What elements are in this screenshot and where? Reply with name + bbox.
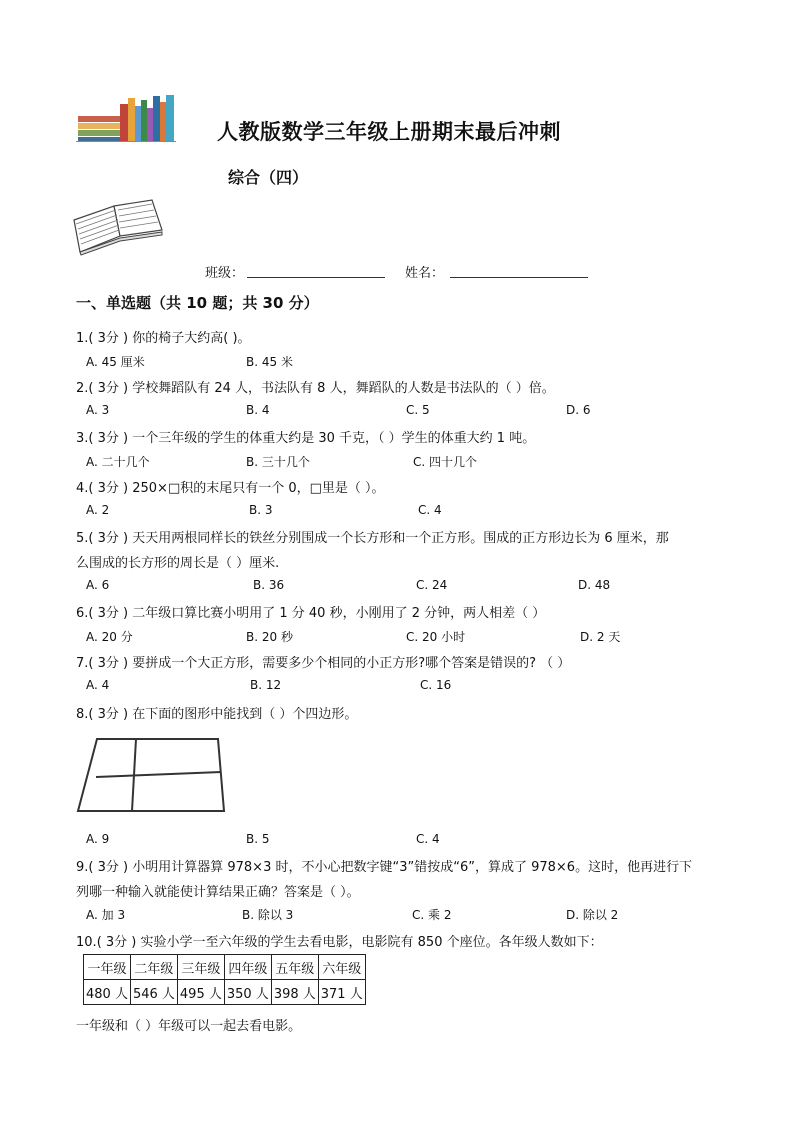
question-9 xyxy=(76,856,692,875)
name-field[interactable] xyxy=(450,277,588,278)
books-icon xyxy=(76,94,176,142)
question-score: ( 3分 ) xyxy=(88,431,129,446)
question-3 xyxy=(76,427,535,446)
question-text: 学校舞蹈队有 24 人，书法队有 8 人，舞蹈队的人数是书法队的（ ）倍。 xyxy=(132,381,555,396)
question-text: 天天用两根同样长的铁丝分别围成一个长方形和一个正方形。围成的正方形边长为 6 厘米，那 xyxy=(132,531,669,546)
question-score: ( 3分 ) xyxy=(88,656,129,671)
question-4 xyxy=(76,477,385,496)
question-score: ( 3分 ) xyxy=(96,935,137,950)
question-text: 一个三年级的学生的体重大约是 30 千克，（ ）学生的体重大约 1 吨。 xyxy=(132,431,536,446)
option-a[interactable]: A. 9 xyxy=(86,832,110,846)
table-cell: 350 人 xyxy=(224,980,271,1005)
question-number: 3. xyxy=(76,431,89,446)
option-b[interactable]: B. 5 xyxy=(246,832,270,846)
table-header-cell: 五年级 xyxy=(271,955,318,980)
option-c[interactable]: C. 4 xyxy=(418,503,442,517)
page-title: 人教版数学三年级上册期末最后冲刺 xyxy=(217,119,561,144)
open-book-icon xyxy=(70,196,166,258)
question-8 xyxy=(76,703,357,722)
table-header-cell: 六年级 xyxy=(318,955,365,980)
option-a[interactable]: A. 加 3 xyxy=(86,908,126,922)
table-cell: 546 人 xyxy=(130,980,177,1005)
question-text: 250×□积的末尾只有一个 0，□里是（ ）。 xyxy=(132,481,385,496)
option-b[interactable]: B. 45 米 xyxy=(246,355,293,369)
question-score: ( 3分 ) xyxy=(88,331,129,346)
question-number: 8. xyxy=(76,707,89,722)
question-7 xyxy=(76,652,570,671)
option-b[interactable]: B. 20 秒 xyxy=(246,630,293,644)
option-b[interactable]: B. 三十几个 xyxy=(246,455,310,469)
question-number: 10. xyxy=(76,935,97,950)
question-number: 2. xyxy=(76,381,89,396)
section-title: 一、单选题（共 10 题；共 30 分） xyxy=(76,294,319,312)
question-number: 4. xyxy=(76,481,89,496)
table-header-cell: 三年级 xyxy=(177,955,224,980)
question-text: 在下面的图形中能找到（ ）个四边形。 xyxy=(132,707,358,722)
option-c[interactable]: C. 16 xyxy=(420,678,452,692)
question-text: 实验小学一至六年级的学生去看电影，电影院有 850 个座位。各年级人数如下： xyxy=(140,935,603,950)
question-number: 9. xyxy=(76,860,89,875)
table-header-cell: 二年级 xyxy=(130,955,177,980)
option-b[interactable]: B. 12 xyxy=(250,678,282,692)
question-5 xyxy=(76,527,669,546)
question-score: ( 3分 ) xyxy=(88,606,129,621)
class-field[interactable] xyxy=(247,277,385,278)
option-a[interactable]: A. 20 分 xyxy=(86,630,133,644)
option-b[interactable]: B. 3 xyxy=(249,503,273,517)
option-a[interactable]: A. 45 厘米 xyxy=(86,355,145,369)
option-b[interactable]: B. 4 xyxy=(246,403,270,417)
option-a[interactable]: A. 4 xyxy=(86,678,110,692)
question-10 xyxy=(76,931,603,950)
option-a[interactable]: A. 6 xyxy=(86,578,110,592)
table-header-cell: 一年级 xyxy=(84,955,131,980)
question-text-continued: 列哪一种输入就能使计算结果正确？答案是（ ）。 xyxy=(76,885,360,900)
question-text-continued: 么围成的长方形的周长是（ ）厘米. xyxy=(76,556,280,571)
grade-table xyxy=(83,954,366,1005)
table-cell: 480 人 xyxy=(84,980,131,1005)
question-text: 你的椅子大约高( )。 xyxy=(132,331,251,346)
option-d[interactable]: D. 2 天 xyxy=(580,630,621,644)
question-6 xyxy=(76,602,545,621)
table-cell: 398 人 xyxy=(271,980,318,1005)
question-number: 5. xyxy=(76,531,89,546)
option-d[interactable]: D. 6 xyxy=(566,403,591,417)
question-score: ( 3分 ) xyxy=(88,381,129,396)
table-cell: 495 人 xyxy=(177,980,224,1005)
option-c[interactable]: C. 四十几个 xyxy=(413,455,478,469)
option-a[interactable]: A. 2 xyxy=(86,503,110,517)
question-number: 1. xyxy=(76,331,89,346)
question-score: ( 3分 ) xyxy=(88,481,129,496)
question-score: ( 3分 ) xyxy=(88,707,129,722)
option-d[interactable]: D. 除以 2 xyxy=(566,908,619,922)
name-label: 姓名： xyxy=(405,266,445,281)
class-label: 班级： xyxy=(205,266,245,281)
option-c[interactable]: C. 乘 2 xyxy=(412,908,452,922)
option-a[interactable]: A. 二十几个 xyxy=(86,455,150,469)
table-row xyxy=(84,980,366,1005)
option-c[interactable]: C. 5 xyxy=(406,403,430,417)
option-c[interactable]: C. 24 xyxy=(416,578,448,592)
question-number: 6. xyxy=(76,606,89,621)
option-c[interactable]: C. 4 xyxy=(416,832,440,846)
quadrilateral-figure xyxy=(74,732,234,814)
table-cell: 371 人 xyxy=(318,980,365,1005)
option-a[interactable]: A. 3 xyxy=(86,403,110,417)
option-d[interactable]: D. 48 xyxy=(578,578,611,592)
question-score: ( 3分 ) xyxy=(88,531,129,546)
option-b[interactable]: B. 36 xyxy=(253,578,285,592)
option-b[interactable]: B. 除以 3 xyxy=(242,908,294,922)
question-text-continued: 一年级和（ ）年级可以一起去看电影。 xyxy=(76,1019,302,1034)
question-2 xyxy=(76,377,555,396)
table-header-row xyxy=(84,955,366,980)
question-number: 7. xyxy=(76,656,89,671)
table-header-cell: 四年级 xyxy=(224,955,271,980)
question-text: 要拼成一个大正方形，需要多少个相同的小正方形?哪个答案是错误的? （ ） xyxy=(132,656,571,671)
question-text: 小明用计算器算 978×3 时，不小心把数字键“3”错按成“6”，算成了 978×6。这时，他再进行下 xyxy=(132,860,693,875)
page-subtitle: 综合（四） xyxy=(228,168,309,187)
question-1 xyxy=(76,327,251,346)
question-score: ( 3分 ) xyxy=(88,860,129,875)
question-text: 二年级口算比赛小明用了 1 分 40 秒，小刚用了 2 分钟，两人相差（ ） xyxy=(132,606,546,621)
option-c[interactable]: C. 20 小时 xyxy=(406,630,466,644)
